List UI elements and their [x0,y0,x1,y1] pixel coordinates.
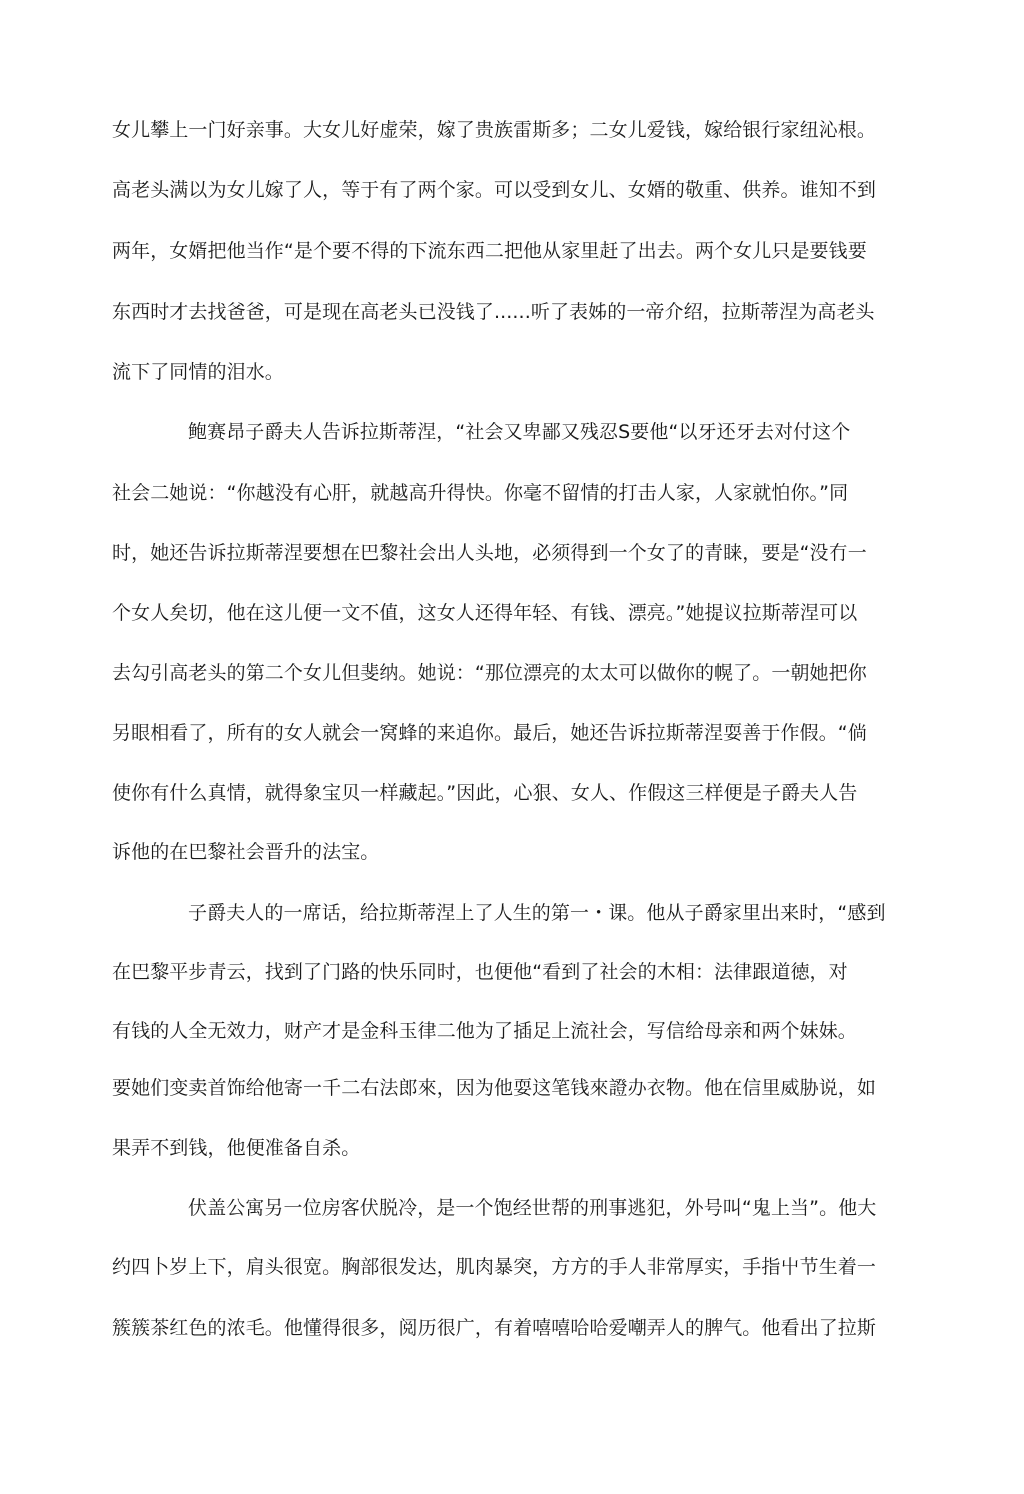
text-line: 两年，女婿把他当作“是个要不得的下流东西二把他从家里赶了出去。两个女儿只是要钱要 [112,240,867,262]
text-line: 伏盖公寓另一位房客伏脱冷，是一个饱经世帮的刑事逃犯，外号叫“鬼上当”。他大 [188,1197,877,1219]
text-line: 簇簇茶红色的浓毛。他懂得很多，阅历很广，有着嘻嘻哈哈爱嘲弄人的脾气。他看出了拉斯 [112,1317,877,1339]
text-line: 约四卜岁上下，肩头很宽。胸部很发达，肌肉暴突，方方的手人非常厚实，手指屮节生着一 [112,1256,877,1278]
text-line: 另眼相看了，所有的女人就会一窝蜂的来追你。最后，她还告诉拉斯蒂涅耍善于作假。“倘 [112,722,867,744]
text-line: 高老头满以为女儿嫁了人，等于有了两个家。可以受到女儿、女婿的敬重、供养。谁知不到 [112,179,877,201]
text-line: 使你有什么真情，就得象宝贝一样藏起。”因此，心狠、女人、作假这三样便是子爵夫人告 [112,782,858,804]
text-line: 诉他的在巴黎社会晋升的法宝。 [112,841,380,863]
text-line: 个女人矣切，他在这儿便一文不值，这女人还得年轻、有钱、漂亮。”她提议拉斯蒂涅可以 [112,602,858,624]
text-line: 去勾引高老头的第二个女儿但斐纳。她说：“那位漂亮的太太可以做你的幌了。一朝她把你 [112,662,867,684]
text-line: 果弄不到钱，他便准备自杀。 [112,1137,361,1159]
text-line: 东西时才去找爸爸，可是现在高老头已没钱了......听了表姊的一帝介绍，拉斯蒂涅为高老头 [112,301,875,323]
text-line: 流下了同情的泪水。 [112,361,284,383]
text-line: 要她们变卖首饰给他寄一千二右法郎來，因为他耍这笔钱來證办衣物。他在信里威胁说，如 [112,1077,877,1099]
text-line: 有钱的人全无效力，财产才是金科玉律二他为了插足上流社会，写信给母亲和两个妹妹。 [112,1020,857,1042]
text-line: 鲍赛昂子爵夫人告诉拉斯蒂涅，“社会又卑鄙又残忍S要他“以牙还牙去对付这个 [188,421,851,443]
text-line: 时，她还告诉拉斯蒂涅要想在巴黎社会出人头地，必须得到一个女了的青睐，要是“没冇一 [112,542,867,564]
text-line: 社会二她说：“你越没有心肝，就越高升得快。你毫不留情的打击人家，人家就怕你。”同 [112,482,849,504]
text-line: 女儿攀上一门好亲事。大女儿好虚荣，嫁了贵族雷斯多；二女儿爱钱，嫁给银行家纽沁根。 [112,119,877,141]
text-line: 在巴黎平步青云，找到了门路的快乐同时，也便他“看到了社会的木相：法律跟道徳，对 [112,961,848,983]
text-line: 子爵夫人的一席话，给拉斯蒂涅上了人生的第一・课。他从子爵家里出来时，“感到 [188,902,886,924]
